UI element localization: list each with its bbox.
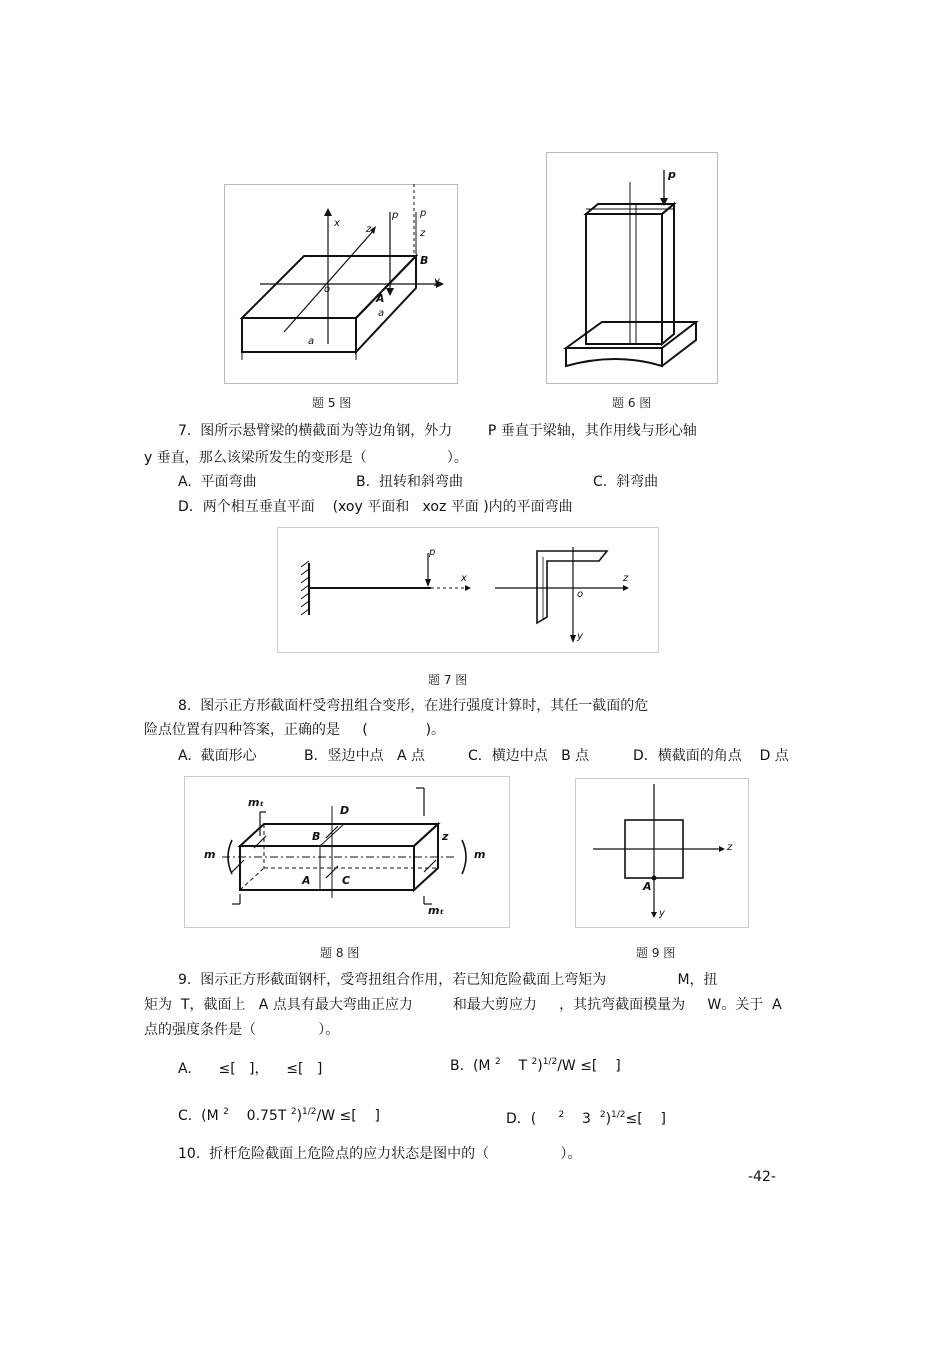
figure-8 xyxy=(184,776,510,928)
q9-option-d-mid: 3 xyxy=(564,1111,600,1127)
figure-6-drawing xyxy=(546,152,718,384)
q9-option-b xyxy=(450,1058,621,1074)
q9-option-d-sup1: 2 xyxy=(558,1110,565,1120)
fig7-label-z: z xyxy=(623,573,629,584)
figure-9-drawing xyxy=(575,778,749,928)
q7-option-a: A. 平面弯曲 xyxy=(178,474,257,490)
page-number: -42- xyxy=(748,1169,776,1185)
fig5-label-z: z xyxy=(366,224,372,235)
fig8-label-A: A xyxy=(302,874,311,887)
fig8-label-D: D xyxy=(340,804,350,817)
q9-line-3: 点的强度条件是（ ）。 xyxy=(144,1022,340,1038)
figure-7 xyxy=(277,527,659,653)
fig5-label-o: o xyxy=(324,284,331,295)
q8-option-d: D．横截面的角点 D 点 xyxy=(633,748,789,764)
q9-option-c-close: ) xyxy=(296,1108,303,1124)
q9-option-c-sup2: 2 xyxy=(290,1107,297,1117)
q9-option-d-pre: D．( xyxy=(506,1111,559,1127)
fig9-label-z: z xyxy=(727,842,733,853)
q7-line-1: 7. 图所示悬臂梁的横截面为等边角钢，外力 P 垂直于梁轴，其作用线与形心轴 xyxy=(178,423,697,439)
fig9-label-A: A xyxy=(643,880,652,893)
q9-option-c-mid: 0.75T xyxy=(228,1108,291,1124)
q9-option-c-pre: C. (M xyxy=(178,1108,224,1124)
q9-option-a: A. ≤[ ]， ≤[ ] xyxy=(178,1061,323,1077)
q9-option-b-close: ) xyxy=(537,1058,543,1074)
fig8-label-mt-top: mₜ xyxy=(248,796,264,809)
q8-option-a: A. 截面形心 xyxy=(178,748,257,764)
q9-option-b-sup2: 2 xyxy=(531,1057,538,1067)
q8-option-b: B．竖边中点 A 点 xyxy=(304,748,425,764)
fig6-label-p: p xyxy=(668,168,676,181)
fig7-label-p: p xyxy=(429,547,436,558)
q9-option-d-close: ) xyxy=(605,1111,612,1127)
q9-line-2: 矩为 T，截面上 A 点具有最大弯曲正应力 和最大剪应力 ，其抗弯截面模量为 W。关于 A xyxy=(144,997,782,1013)
q8-option-c: C．横边中点 B 点 xyxy=(468,748,590,764)
figure-5 xyxy=(224,184,458,384)
fig5-label-x: x xyxy=(334,218,340,229)
figure-9-caption: 题 9 图 xyxy=(636,946,676,960)
fig8-label-B: B xyxy=(312,830,321,843)
fig8-label-z: z xyxy=(442,830,449,843)
q9-option-c-sup3: 1/2 xyxy=(302,1107,317,1117)
q9-option-b-post: /W ≤[ ] xyxy=(557,1058,621,1074)
q8-line-1: 8. 图示正方形截面杆受弯扭组合变形，在进行强度计算时，其任一截面的危 xyxy=(178,698,649,714)
q9-line-1: 9. 图示正方形截面钢杆，受弯扭组合作用，若已知危险截面上弯矩为 M，扭 xyxy=(178,972,718,988)
fig5-label-B: B xyxy=(420,254,429,267)
q8-line-2: 险点位置有四种答案，正确的是 ( )。 xyxy=(144,722,446,738)
q7-option-b: B. 扭转和斜弯曲 xyxy=(356,474,463,490)
fig8-label-m-right: m xyxy=(474,848,486,861)
figure-8-caption: 题 8 图 xyxy=(320,946,360,960)
q9-option-b-mid: T xyxy=(500,1058,532,1074)
q9-option-c-post: /W ≤[ ] xyxy=(316,1108,380,1124)
fig5-label-z2: z xyxy=(420,228,426,239)
fig5-label-p: p xyxy=(392,210,399,221)
figure-9 xyxy=(575,778,749,928)
q9-option-b-sup3: 1/2 xyxy=(542,1057,558,1067)
q9-option-b-sup1: 2 xyxy=(494,1057,501,1067)
q9-option-d-post: ≤[ ] xyxy=(625,1111,666,1127)
fig8-label-C: C xyxy=(342,874,351,887)
figure-6 xyxy=(546,152,718,384)
figure-5-caption: 题 5 图 xyxy=(312,396,352,410)
fig9-label-y: y xyxy=(659,908,665,919)
q9-option-b-pre: B. (M xyxy=(450,1058,495,1074)
q9-option-c xyxy=(178,1108,380,1124)
q9-option-d xyxy=(506,1108,666,1128)
fig5-label-p2: p xyxy=(420,208,427,219)
q7-line-2: y 垂直，那么该梁所发生的变形是（ ）。 xyxy=(144,450,468,466)
q9-option-d-sup2: 2 xyxy=(599,1110,606,1120)
figure-8-drawing xyxy=(184,776,510,928)
fig7-label-o: o xyxy=(577,589,584,600)
q9-option-d-sup3: 1/2 xyxy=(611,1110,626,1120)
fig8-label-mt-bottom: mₜ xyxy=(428,904,444,917)
q7-option-c: C. 斜弯曲 xyxy=(593,474,659,490)
q7-option-d: D．两个相互垂直平面 (xoy 平面和 xoz 平面 )内的平面弯曲 xyxy=(178,499,573,515)
figure-7-drawing xyxy=(277,527,659,653)
fig5-label-a-side: a xyxy=(378,308,385,319)
figure-7-caption: 题 7 图 xyxy=(428,673,468,687)
fig7-label-y: y xyxy=(577,631,583,642)
fig8-label-m-left: m xyxy=(204,848,216,861)
fig5-label-a-bottom: a xyxy=(308,336,315,347)
fig5-label-A: A xyxy=(376,292,385,305)
q9-option-c-sup1: 2 xyxy=(223,1107,229,1117)
q10-line-1: 10. 折杆危险截面上危险点的应力状态是图中的（ ）。 xyxy=(178,1146,582,1162)
fig5-label-y: y xyxy=(434,276,440,287)
fig7-label-x: x xyxy=(461,573,467,584)
figure-6-caption: 题 6 图 xyxy=(612,396,652,410)
